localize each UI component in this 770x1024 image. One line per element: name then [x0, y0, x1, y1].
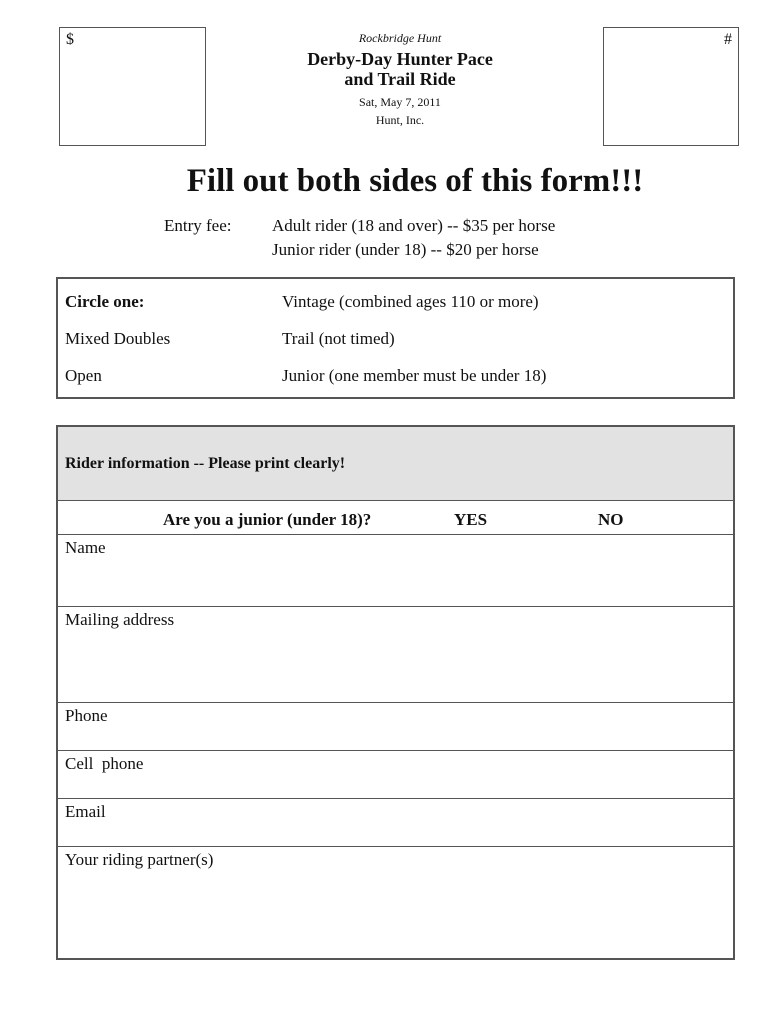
entry-fee-label: Entry fee: — [164, 216, 232, 235]
name-field[interactable] — [58, 535, 733, 607]
event-title-line-2: and Trail Ride — [344, 69, 456, 89]
event-title-line-1: Derby-Day Hunter Pace — [307, 49, 493, 69]
event-date: Sat, May 7, 2011 — [359, 95, 441, 109]
division-option-mixed-doubles[interactable]: Mixed Doubles — [65, 329, 171, 348]
cell-phone-field[interactable] — [58, 751, 733, 799]
riding-partners-field-label: Your riding partner(s) — [65, 850, 214, 869]
junior-no-option[interactable]: NO — [598, 510, 624, 529]
division-option-junior[interactable]: Junior (one member must be under 18) — [282, 366, 547, 385]
riding-partners-field[interactable] — [58, 847, 733, 958]
junior-yes-option[interactable]: YES — [454, 510, 488, 529]
dollar-symbol: $ — [66, 31, 74, 48]
rider-information-title: Rider information -- Please print clearly! — [65, 455, 346, 472]
entry-fee-adult: Adult rider (18 and over) -- $35 per horse — [272, 216, 556, 235]
organization-name: Rockbridge Hunt — [358, 31, 442, 45]
division-option-open[interactable]: Open — [65, 366, 102, 385]
amount-box[interactable] — [59, 27, 206, 146]
rider-information-header — [58, 427, 733, 501]
junior-question-row — [58, 501, 733, 535]
phone-field-label: Phone — [65, 706, 108, 725]
page-headline: Fill out both sides of this form!!! — [186, 163, 644, 199]
division-option-vintage[interactable]: Vintage (combined ages 110 or more) — [282, 292, 539, 311]
organization-footer: Hunt, Inc. — [375, 113, 425, 127]
phone-field[interactable] — [58, 703, 733, 751]
division-selection-box — [56, 277, 735, 399]
mailing-address-field-label: Mailing address — [65, 610, 175, 629]
email-field-label: Email — [65, 802, 106, 821]
email-field[interactable] — [58, 799, 733, 847]
number-symbol: # — [724, 31, 732, 48]
entry-number-box[interactable] — [603, 27, 739, 146]
event-title — [250, 49, 550, 89]
division-option-trail[interactable]: Trail (not timed) — [282, 329, 395, 348]
cell-phone-field-label: Cell phone — [65, 754, 144, 773]
name-field-label: Name — [65, 538, 106, 557]
entry-fee-junior: Junior rider (under 18) -- $20 per horse — [272, 240, 539, 259]
junior-question: Are you a junior (under 18)? — [163, 510, 372, 529]
mailing-address-field[interactable] — [58, 607, 733, 703]
division-title: Circle one: — [65, 292, 145, 311]
rider-information-box — [56, 425, 735, 960]
